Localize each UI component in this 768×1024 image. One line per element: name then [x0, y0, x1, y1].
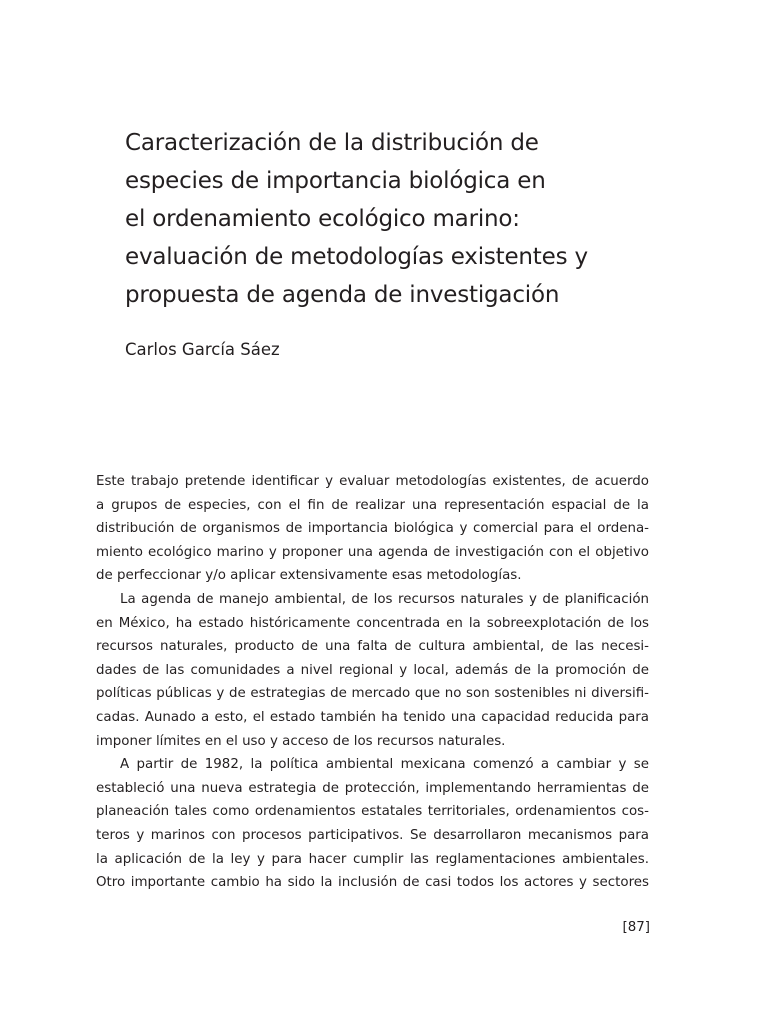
title-line: propuesta de agenda de investigación: [125, 282, 560, 308]
text-line: planeación tales como ordenamientos estatales territoriales, ordenamientos cos-: [96, 804, 649, 820]
text-line: distribución de organismos de importancia biológica y comercial para el ordena-: [96, 521, 649, 537]
text-line: la aplicación de la ley y para hacer cumplir las reglamentaciones ambientales.: [96, 851, 649, 867]
text-line: recursos naturales, producto de una falta de cultura ambiental, de las necesi-: [96, 639, 649, 655]
text-line: La agenda de manejo ambiental, de los recursos naturales y de planificación: [120, 591, 649, 607]
text-line: Otro importante cambio ha sido la inclusión de casi todos los actores y sectores: [96, 875, 649, 891]
text-line: de perfeccionar y/o aplicar extensivamente esas metodologías.: [96, 568, 522, 584]
text-line: estableció una nueva estrategia de protección, implementando herramientas de: [96, 780, 649, 796]
text-line: en México, ha estado históricamente concentrada en la sobreexplotación de los: [96, 615, 649, 631]
text-line: miento ecológico marino y proponer una agenda de investigación con el objetivo: [96, 544, 649, 560]
paragraph-1: [96, 470, 649, 588]
text-line: A partir de 1982, la política ambiental mexicana comenzó a cambiar y se: [120, 757, 649, 773]
text-line: a grupos de especies, con el fin de realizar una representación espacial de la: [96, 497, 649, 513]
title-line: el ordenamiento ecológico marino:: [125, 206, 520, 232]
title-line: Caracterización de la distribución de: [125, 130, 539, 156]
page-number: [87]: [622, 920, 650, 935]
paragraph-2: [96, 588, 649, 753]
author-name: Carlos García Sáez: [125, 340, 280, 359]
body-text: [96, 470, 649, 895]
text-line: imponer límites en el uso y acceso de los recursos naturales.: [96, 733, 506, 749]
title-line: especies de importancia biológica en: [125, 168, 546, 194]
text-line: dades de las comunidades a nivel regional y local, además de la promoción de: [96, 662, 649, 678]
chapter-title: [125, 124, 685, 314]
text-line: teros y marinos con procesos participativos. Se desarrollaron mecanismos para: [96, 827, 649, 843]
text-line: Este trabajo pretende identificar y evaluar metodologías existentes, de acuerdo: [96, 474, 649, 489]
text-line: cadas. Aunado a esto, el estado también ha tenido una capacidad reducida para: [96, 709, 649, 725]
title-line: evaluación de metodologías existentes y: [125, 244, 588, 270]
text-line: políticas públicas y de estrategias de mercado que no son sostenibles ni diversifi-: [96, 686, 649, 702]
paragraph-3: [96, 753, 649, 895]
